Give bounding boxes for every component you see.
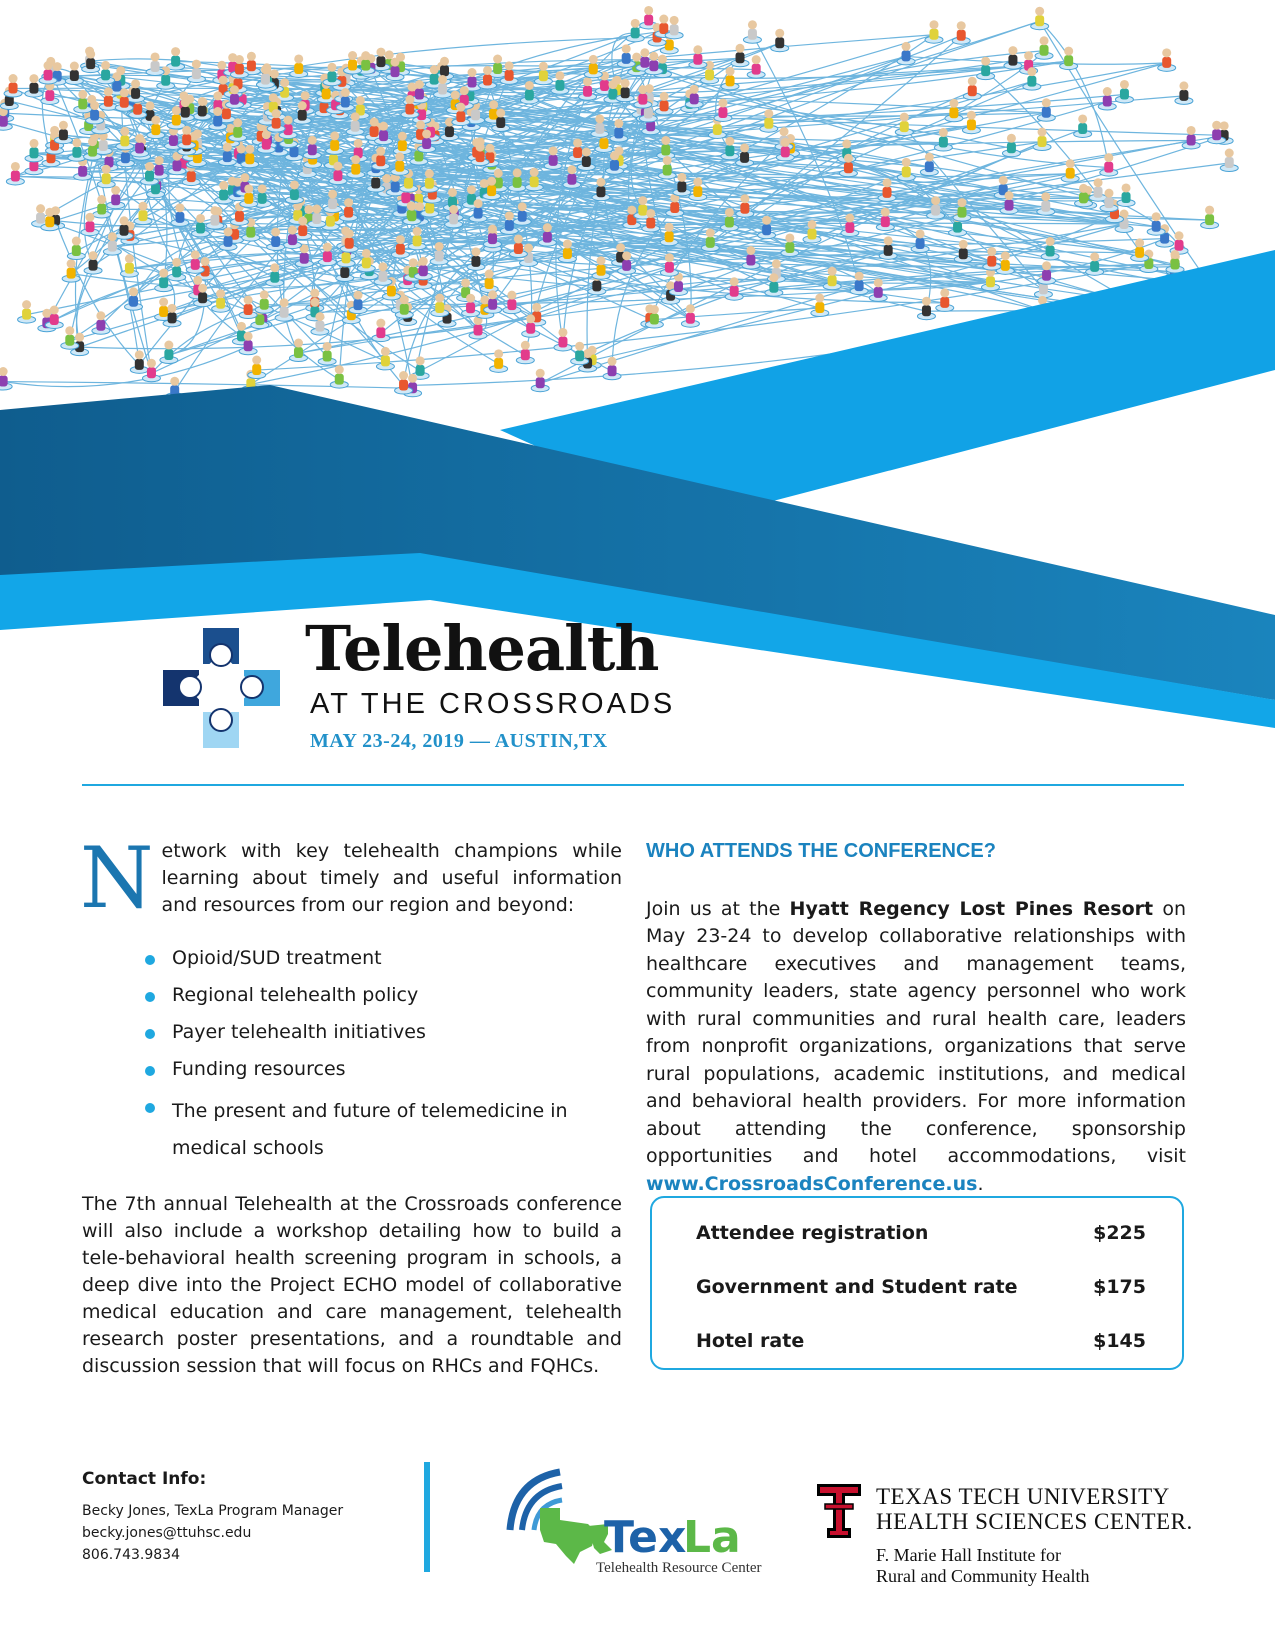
person-figure — [878, 178, 896, 201]
person-figure — [934, 128, 952, 151]
person-figure — [1041, 237, 1059, 260]
ttu-institute — [876, 1545, 1089, 1587]
person-figure — [248, 356, 266, 379]
person-figure — [1100, 153, 1118, 176]
who-attends-heading: WHO ATTENDS THE CONFERENCE? — [646, 840, 996, 862]
ttu-line1: TEXAS TECH UNIVERSITY — [876, 1484, 1170, 1509]
header-divider — [82, 784, 1184, 786]
person-figure — [743, 20, 761, 43]
person-figure — [160, 341, 178, 364]
contact-phone: 806.743.9834 — [82, 1547, 180, 1563]
person-figure — [146, 52, 164, 75]
price-label: Government and Student rate — [696, 1276, 1018, 1298]
ttu-double-t-icon — [815, 1482, 863, 1540]
event-title: Telehealth — [305, 612, 659, 685]
annual-paragraph: The 7th annual Telehealth at the Crossroads conference will also include a workshop detailing how to build a tele-behavioral health screening program in schools, a deep dive into the Project ECHO model of collaborative medical education and care management, telehealth research poster presentations, and a roundtable and discussion session that will focus on RHCs and FQHCs. — [82, 1193, 622, 1377]
ttu-inst2: Rural and Community Health — [876, 1566, 1090, 1586]
event-subtitle: AT THE CROSSROADS — [310, 688, 676, 720]
venue-name: Hyatt Regency Lost Pines Resort — [789, 897, 1154, 920]
person-figure — [480, 270, 498, 293]
contact-heading: Contact Info: — [82, 1469, 207, 1489]
ttu-inst1: F. Marie Hall Institute for — [876, 1545, 1062, 1565]
person-figure — [0, 367, 12, 390]
intro-text: etwork with key telehealth champions while learning about timely and useful information and resources from our region and beyond: — [161, 840, 622, 916]
person-figure — [1115, 80, 1133, 103]
texla-subtitle: Telehealth Resource Center — [596, 1560, 762, 1576]
person-figure — [1031, 7, 1049, 30]
network-link — [3, 346, 248, 386]
person-figure — [84, 251, 102, 274]
drop-cap: N — [80, 829, 154, 927]
network-link — [556, 92, 588, 343]
person-figure — [318, 342, 336, 365]
ttu-name — [876, 1484, 1193, 1534]
event-date-location: MAY 23-24, 2019 — AUSTIN,TX — [310, 730, 608, 752]
person-figure — [25, 74, 43, 97]
person-figure — [1201, 206, 1219, 229]
contact-info — [82, 1468, 343, 1566]
person-figure — [936, 288, 954, 311]
person-figure — [963, 77, 981, 100]
who-attends-paragraph — [646, 896, 1186, 1199]
pricing-box — [650, 1196, 1184, 1370]
right-column — [646, 838, 1186, 1198]
topic-item: The present and future of telemedicine in medical schools — [172, 1093, 622, 1167]
footer-divider — [424, 1462, 430, 1572]
price-label: Hotel rate — [696, 1330, 805, 1352]
topic-item: Regional telehealth policy — [172, 982, 622, 1009]
price-value: $175 — [1093, 1276, 1146, 1298]
topic-item: Payer telehealth initiatives — [172, 1019, 622, 1046]
person-figure — [18, 300, 36, 323]
person-figure — [330, 365, 348, 388]
topic-item: Opioid/SUD treatment — [172, 945, 622, 972]
person-figure — [1033, 128, 1051, 151]
left-column — [80, 829, 622, 1380]
contact-name: Becky Jones, TexLa Program Manager — [82, 1503, 344, 1519]
person-figure — [1175, 81, 1193, 104]
network-link — [3, 382, 412, 389]
person-figure — [4, 74, 22, 97]
who-text-before: Join us at the — [646, 897, 790, 920]
person-figure — [1220, 148, 1238, 171]
texla-logo-la: La — [683, 1512, 741, 1563]
person-figure — [952, 21, 970, 44]
person-figure — [747, 55, 765, 78]
person-figure — [1182, 126, 1200, 149]
crossroads-cross-logo — [160, 625, 280, 755]
person-figure — [925, 20, 943, 43]
ttu-line2: HEALTH SCIENCES CENTER. — [876, 1509, 1193, 1534]
person-figure — [239, 295, 257, 318]
person-figure — [1074, 114, 1092, 137]
person-figure — [554, 328, 572, 351]
price-label: Attendee registration — [696, 1222, 929, 1244]
person-figure — [167, 47, 185, 70]
topic-list — [82, 945, 622, 1167]
price-row — [696, 1222, 1146, 1244]
texas-shape-icon — [540, 1508, 596, 1564]
person-figure — [25, 139, 43, 162]
person-figure — [1038, 261, 1056, 284]
person-figure — [1004, 46, 1022, 69]
price-row — [696, 1276, 1146, 1298]
price-value: $145 — [1093, 1330, 1146, 1352]
texla-logo-tex: Tex — [604, 1512, 687, 1563]
person-figure — [771, 29, 789, 52]
who-text-end: . — [977, 1172, 984, 1195]
topic-item: Funding resources — [172, 1056, 622, 1083]
person-figure — [62, 259, 80, 282]
person-figure — [1117, 183, 1135, 206]
who-text-after: on May 23-24 to develop collaborative relationships with healthcare executives and management teams, community leaders, state agency personnel who work with rural communities and rural health care, leaders from nonprofit organizations, organizations that serve rural populations, academic institutions, and medical and behavioral health providers. For more information about attending the conference, sponsorship opportunities and hotel accommodations, visit — [646, 897, 1186, 1167]
person-figure — [689, 45, 707, 68]
person-figure — [372, 319, 390, 342]
person-figure — [1037, 192, 1055, 215]
person-figure — [811, 294, 829, 317]
price-row — [696, 1330, 1146, 1352]
price-value: $225 — [1093, 1222, 1146, 1244]
contact-email[interactable]: becky.jones@ttuhsc.edu — [82, 1525, 252, 1541]
person-figure — [1158, 48, 1176, 71]
person-figure — [82, 50, 100, 73]
person-figure — [626, 19, 644, 42]
conference-link[interactable]: www.CrossroadsConference.us — [646, 1172, 978, 1195]
person-figure — [275, 298, 293, 321]
intro-paragraph — [80, 829, 622, 927]
person-figure — [1098, 87, 1116, 110]
